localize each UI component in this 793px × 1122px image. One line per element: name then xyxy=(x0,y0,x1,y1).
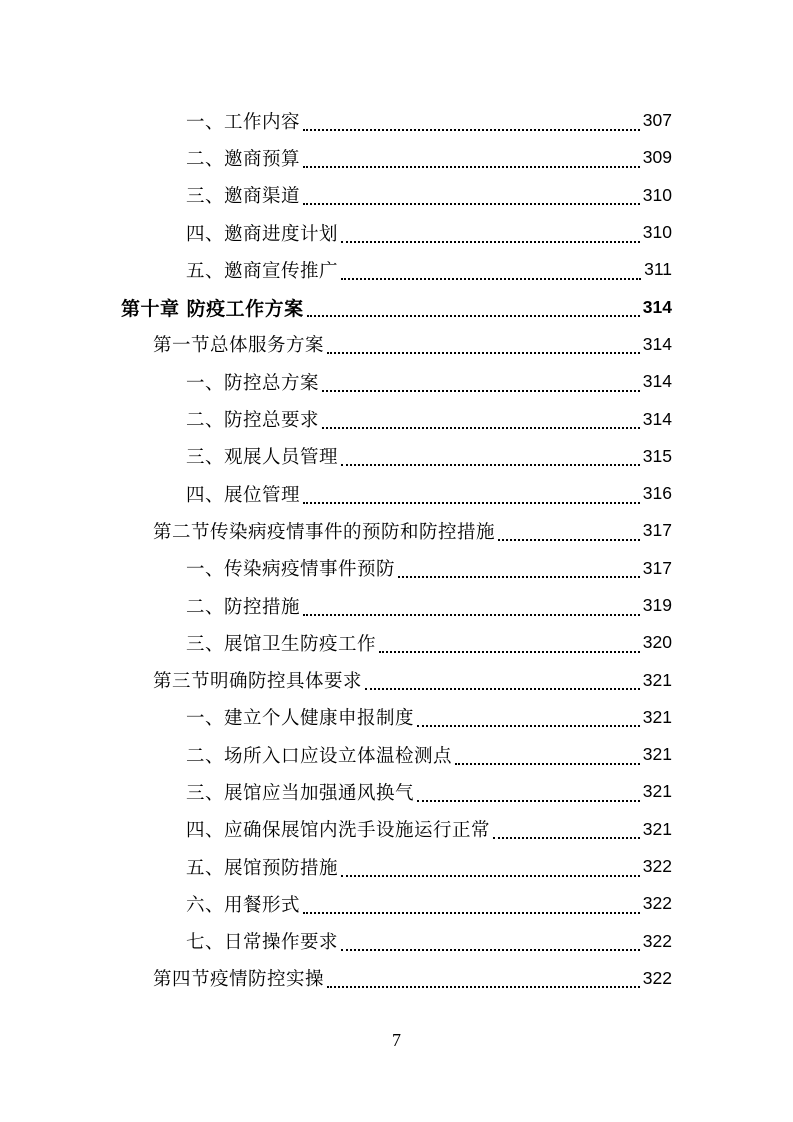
toc-entry-page: 307 xyxy=(642,110,672,131)
toc-section-entry[interactable] xyxy=(0,960,793,997)
toc-entry-page: 317 xyxy=(642,557,672,578)
toc-entry-title: 第四节疫情防控实操 xyxy=(153,969,325,991)
toc-entry-title: 三、邀商渠道 xyxy=(186,186,301,208)
toc-subsection-entry[interactable] xyxy=(0,885,793,922)
toc-subsection-entry[interactable] xyxy=(0,177,793,214)
dot-leader xyxy=(322,376,640,392)
toc-entry-title: 第十章 防疫工作方案 xyxy=(121,297,304,320)
toc-subsection-entry[interactable] xyxy=(0,811,793,848)
toc-entry-page: 316 xyxy=(642,483,672,504)
toc-entry-page: 322 xyxy=(642,856,672,877)
toc-entry-page: 314 xyxy=(642,371,672,392)
dot-leader xyxy=(303,189,640,205)
toc-entry-page: 310 xyxy=(642,184,672,205)
toc-subsection-entry[interactable] xyxy=(0,363,793,400)
toc-entry-page: 314 xyxy=(642,333,672,354)
toc-entry-title: 三、展馆应当加强通风换气 xyxy=(186,782,415,804)
dot-leader xyxy=(417,786,640,802)
dot-leader xyxy=(455,749,640,765)
toc-subsection-entry[interactable] xyxy=(0,624,793,661)
toc-entry-title: 六、用餐形式 xyxy=(186,894,301,916)
toc-entry-page: 319 xyxy=(642,595,672,615)
toc-entry-page: 314 xyxy=(642,408,672,429)
toc-entry-title: 四、展位管理 xyxy=(186,484,301,506)
dot-leader xyxy=(493,823,640,839)
toc-entry-title: 一、传染病疫情事件预防 xyxy=(186,559,396,581)
dot-leader xyxy=(307,301,640,317)
toc-entry-title: 二、邀商预算 xyxy=(186,148,301,170)
toc-entry-title: 三、观展人员管理 xyxy=(186,447,339,469)
toc-entry-page: 322 xyxy=(642,967,672,988)
dot-leader xyxy=(341,264,641,280)
dot-leader xyxy=(303,600,640,616)
toc-entry-page: 321 xyxy=(642,706,672,727)
toc-entry-title: 七、日常操作要求 xyxy=(186,932,339,954)
toc-entry-page: 317 xyxy=(642,520,672,541)
toc-entry-page: 321 xyxy=(642,669,672,690)
toc-subsection-entry[interactable] xyxy=(0,214,793,251)
toc-entry-title: 三、展馆卫生防疫工作 xyxy=(186,633,377,655)
toc-entry-title: 第二节传染病疫情事件的预防和防控措施 xyxy=(153,521,496,543)
toc-section-entry[interactable] xyxy=(0,512,793,549)
dot-leader xyxy=(303,152,640,168)
toc-entry-title: 一、工作内容 xyxy=(186,111,301,133)
dot-leader xyxy=(498,525,640,541)
table-of-contents xyxy=(0,102,793,997)
toc-entry-title: 四、应确保展馆内洗手设施运行正常 xyxy=(186,820,491,842)
dot-leader xyxy=(365,674,640,690)
toc-subsection-entry[interactable] xyxy=(0,438,793,475)
toc-entry-page: 314 xyxy=(642,296,672,317)
toc-subsection-entry[interactable] xyxy=(0,550,793,587)
dot-leader xyxy=(341,450,640,466)
toc-entry-title: 二、防控措施 xyxy=(186,596,301,618)
toc-subsection-entry[interactable] xyxy=(0,773,793,810)
toc-entry-title: 二、场所入口应设立体温检测点 xyxy=(186,745,453,767)
toc-entry-title: 四、邀商进度计划 xyxy=(186,223,339,245)
toc-entry-title: 二、防控总要求 xyxy=(186,410,320,432)
toc-entry-title: 一、建立个人健康申报制度 xyxy=(186,708,415,730)
toc-chapter-entry[interactable] xyxy=(0,288,793,325)
toc-entry-page: 320 xyxy=(642,632,672,653)
dot-leader xyxy=(341,227,640,243)
toc-entry-title: 第三节明确防控具体要求 xyxy=(153,671,363,693)
dot-leader xyxy=(417,711,640,727)
toc-entry-title: 五、展馆预防措施 xyxy=(186,857,339,879)
toc-subsection-entry[interactable] xyxy=(0,400,793,437)
toc-subsection-entry[interactable] xyxy=(0,848,793,885)
toc-entry-page: 315 xyxy=(642,445,672,466)
dot-leader xyxy=(303,898,640,914)
toc-subsection-entry[interactable] xyxy=(0,736,793,773)
toc-entry-page: 321 xyxy=(642,781,672,802)
toc-entry-page: 321 xyxy=(642,818,672,839)
toc-entry-page: 309 xyxy=(642,147,672,168)
toc-entry-title: 五、邀商宣传推广 xyxy=(186,260,339,282)
dot-leader xyxy=(341,935,640,951)
toc-entry-page: 321 xyxy=(642,744,672,765)
toc-section-entry[interactable] xyxy=(0,326,793,363)
page-number: 7 xyxy=(392,1030,401,1050)
dot-leader xyxy=(379,637,640,653)
toc-subsection-entry[interactable] xyxy=(0,587,793,624)
toc-entry-title: 第一节总体服务方案 xyxy=(153,335,325,357)
toc-entry-page: 322 xyxy=(642,930,672,951)
dot-leader xyxy=(303,115,640,131)
dot-leader xyxy=(327,972,640,988)
toc-entry-page: 322 xyxy=(642,893,672,914)
toc-subsection-entry[interactable] xyxy=(0,475,793,512)
toc-entry-page: 310 xyxy=(642,222,672,243)
toc-entry-title: 一、防控总方案 xyxy=(186,372,320,394)
toc-subsection-entry[interactable] xyxy=(0,102,793,139)
toc-subsection-entry[interactable] xyxy=(0,251,793,288)
toc-subsection-entry[interactable] xyxy=(0,923,793,960)
dot-leader xyxy=(322,413,640,429)
toc-entry-page: 311 xyxy=(644,259,672,280)
dot-leader xyxy=(303,488,640,504)
toc-subsection-entry[interactable] xyxy=(0,699,793,736)
toc-subsection-entry[interactable] xyxy=(0,139,793,176)
dot-leader xyxy=(341,861,640,877)
dot-leader xyxy=(327,338,640,354)
toc-section-entry[interactable] xyxy=(0,661,793,698)
dot-leader xyxy=(398,562,640,578)
